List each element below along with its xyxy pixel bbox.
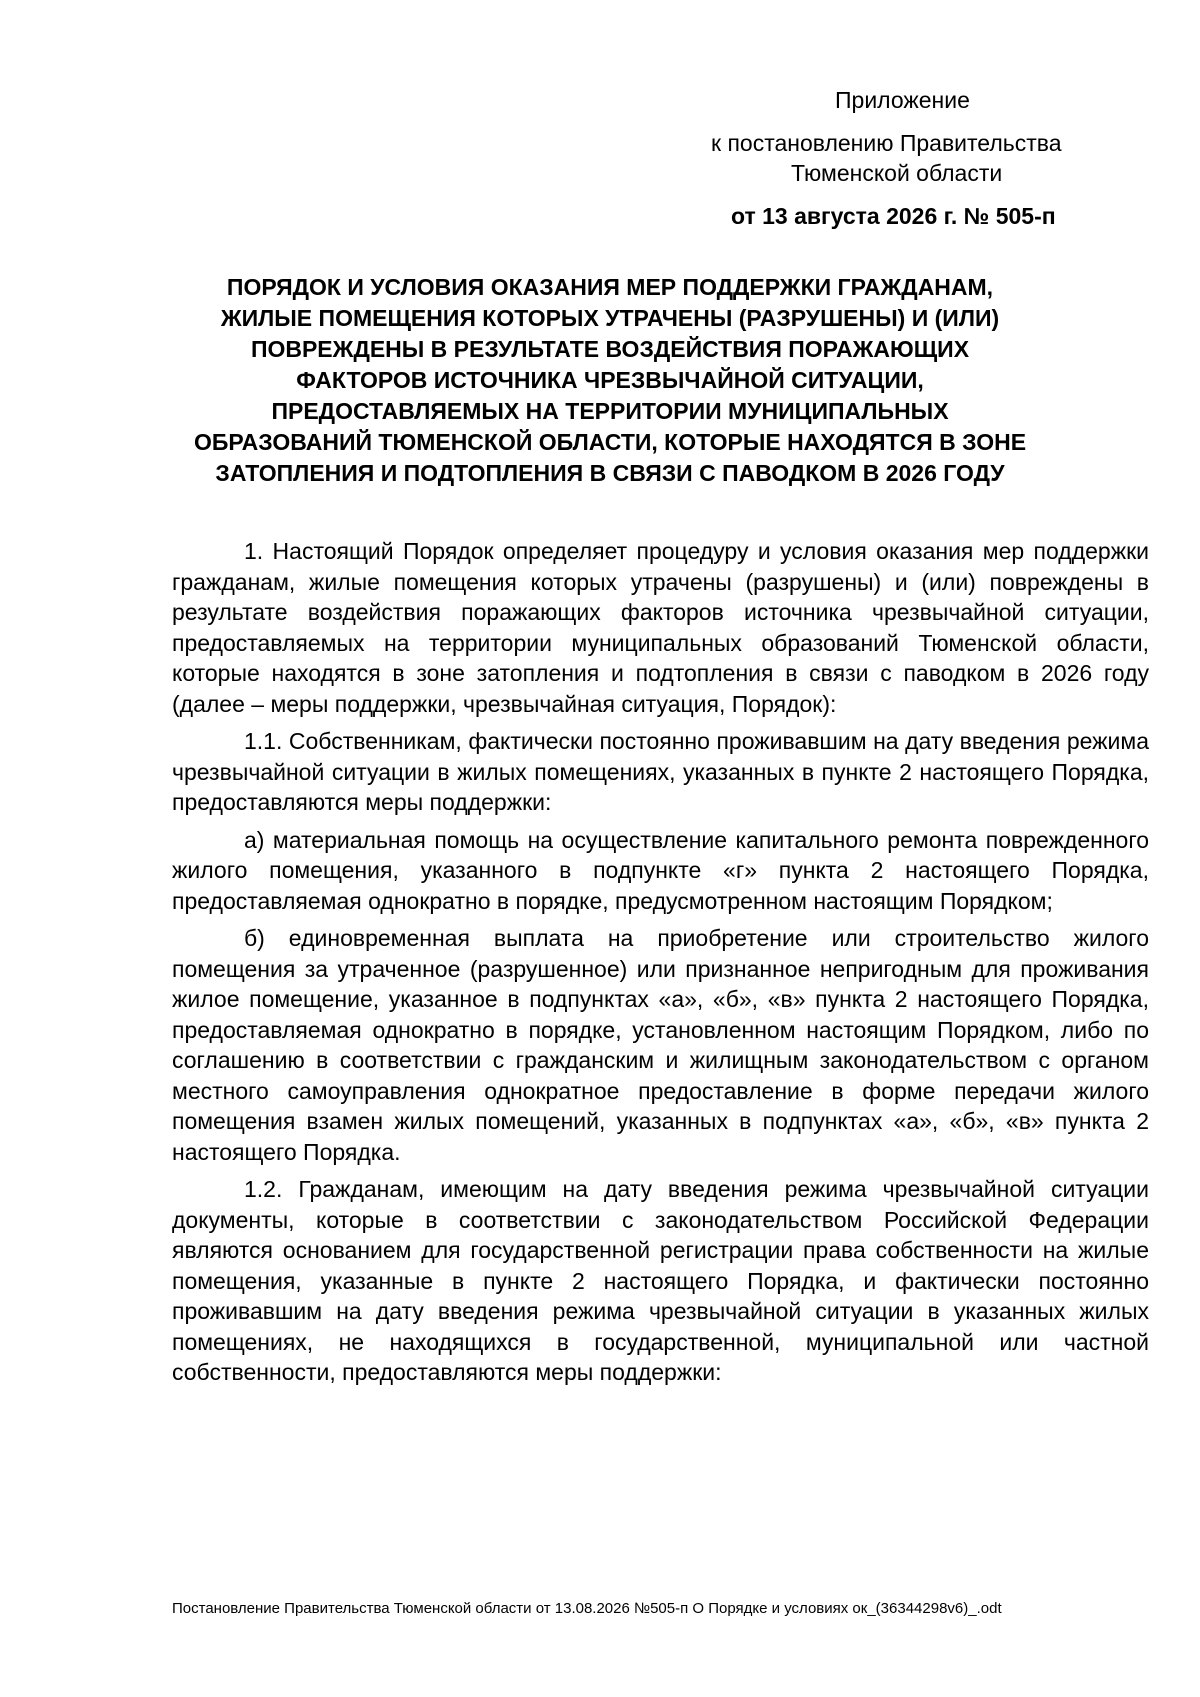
paragraph-1: 1. Настоящий Порядок определяет процедуру и условия оказания мер поддержки гражданам, жилые помещения которых утрачены (разрушены) и (или) повреждены в результате воздействия поражающих факторов источника чрезвычайной ситуации, предоставляемых на территории муниципальных образований Тюменской области, которые находятся в зоне затопления и подтопления в связи с паводком в 2026 году (далее – меры поддержки, чрезвычайная ситуация, Порядок): [172,538,1149,717]
title-line: ФАКТОРОВ ИСТОЧНИКА ЧРЕЗВЫЧАЙНОЙ СИТУАЦИИ, [296,367,924,393]
title-line: ПРЕДОСТАВЛЯЕМЫХ НА ТЕРРИТОРИИ МУНИЦИПАЛЬНЫХ [271,398,949,424]
title-line: ПОРЯДОК И УСЛОВИЯ ОКАЗАНИЯ МЕР ПОДДЕРЖКИ ГРАЖДАНАМ, [226,274,994,300]
document-body [172,536,1149,1395]
title-line: ЖИЛЫЕ ПОМЕЩЕНИЯ КОТОРЫХ УТРАЧЕНЫ (РАЗРУШЕНЫ) И (ИЛИ) [220,305,1000,331]
title-line: ОБРАЗОВАНИЙ ТЮМЕНСКОЙ ОБЛАСТИ, КОТОРЫЕ НАХОДЯТСЯ В ЗОНЕ [193,429,1027,455]
document-title [150,272,1070,489]
appendix-date-number: от 13 августа 2026 г. № 505-п [731,203,1056,229]
appendix-label: Приложение [835,87,970,113]
title-line: ЗАТОПЛЕНИЯ И ПОДТОПЛЕНИЯ В СВЯЗИ С ПАВОДКОМ В 2026 ГОДУ [215,460,1005,486]
paragraph-1-1-b: б) единовременная выплата на приобретение или строительство жилого помещения за утраченное (разрушенное) или признанное непригодным для проживания жилое помещение, указанное в подпунктах «а», «б», «в» пункта 2 настоящего Порядка, предоставляемая однократно в порядке, установленном настоящим Порядком, либо по соглашению в соответствии с гражданским и жилищным законодательством с органом местного самоуправления однократное предоставление в форме передачи жилого помещения взамен жилых помещений, указанных в подпунктах «а», «б», «в» пункта 2 настоящего Порядка. [172,925,1149,1165]
paragraph-1-1-a: а) материальная помощь на осуществление капитального ремонта поврежденного жилого помещения, указанного в подпункте «г» пункта 2 настоящего Порядка, предоставляемая однократно в порядке, предусмотренном настоящим Порядком; [172,826,1149,914]
appendix-resolution-ref: к постановлению Правительства [711,130,1062,156]
paragraph-1-1: 1.1. Собственникам, фактически постоянно проживавшим на дату введения режима чрезвычайной ситуации в жилых помещениях, указанных в пункте 2 настоящего Порядка, предоставляются меры поддержки: [172,728,1149,815]
paragraph-1-2: 1.2. Гражданам, имеющим на дату введения режима чрезвычайной ситуации документы, которые в соответствии с законодательством Российской Федерации являются основанием для государственной регистрации права собственности на жилые помещения, указанные в пункте 2 настоящего Порядка, и фактически постоянно проживавшим на дату введения режима чрезвычайной ситуации в указанных жилых помещениях, не находящихся в государственной, муниципальной или частной собственности, предоставляются меры поддержки: [172,1176,1149,1385]
appendix-region: Тюменской области [791,160,1003,186]
title-line: ПОВРЕЖДЕНЫ В РЕЗУЛЬТАТЕ ВОЗДЕЙСТВИЯ ПОРАЖАЮЩИХ [250,336,970,362]
page-footer: Постановление Правительства Тюменской области от 13.08.2026 №505-п О Порядке и условиях ок_(36344298v6)_.odt [172,1600,1002,1617]
